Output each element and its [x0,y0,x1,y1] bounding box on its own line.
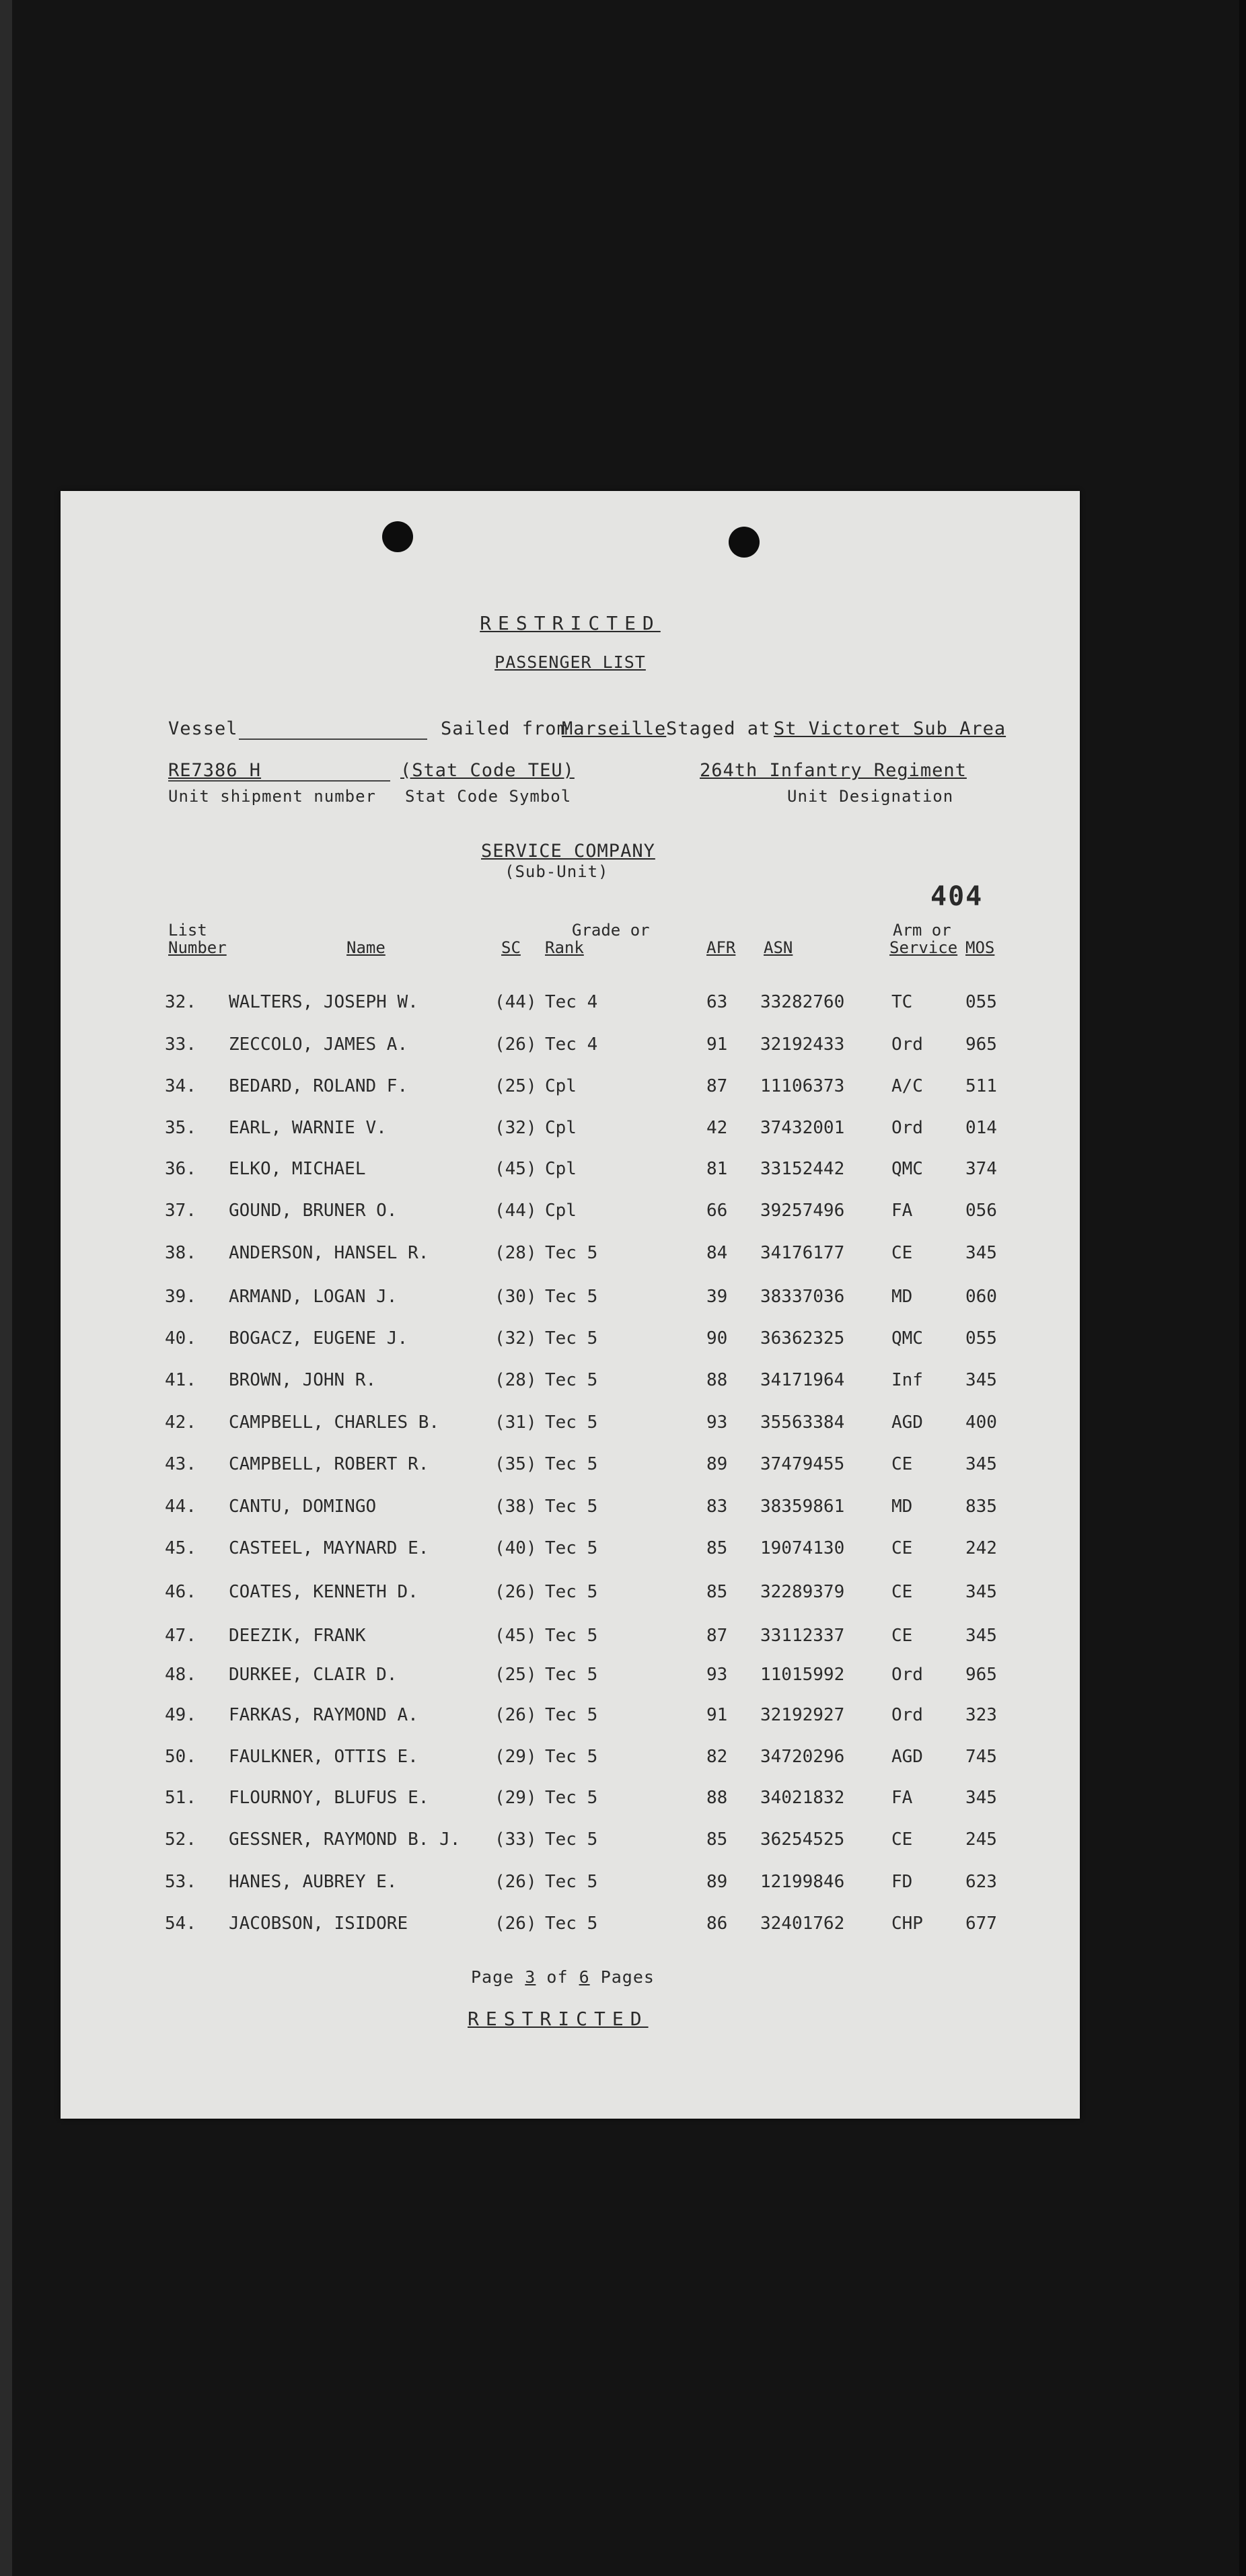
cell-name: COATES, KENNETH D. [229,1582,418,1602]
table-row [61,1076,1080,1103]
cell-afr: 63 [706,992,728,1012]
cell-name: CASTEEL, MAYNARD E. [229,1538,429,1558]
cell-grade: Tec 5 [545,1243,598,1263]
cell-num: 34. [165,1076,196,1096]
table-row [61,1582,1080,1609]
cell-asn: 34720296 [760,1747,845,1767]
col-arm-line2: Service [889,938,958,957]
cell-grade: Tec 5 [545,1582,598,1602]
cell-name: CAMPBELL, CHARLES B. [229,1412,440,1433]
cell-asn: 11106373 [760,1076,845,1096]
cell-sc: (45) [494,1626,537,1646]
cell-arm: QMC [891,1328,923,1349]
cell-name: DEEZIK, FRANK [229,1626,366,1646]
cell-grade: Tec 5 [545,1497,598,1517]
cell-name: BROWN, JOHN R. [229,1370,377,1390]
cell-name: JACOBSON, ISIDORE [229,1914,408,1934]
cell-num: 51. [165,1788,196,1808]
table-row [61,1788,1080,1815]
cell-mos: 345 [965,1243,997,1263]
cell-arm: AGD [891,1412,923,1433]
cell-afr: 91 [706,1034,728,1055]
passenger-list-document [61,491,1080,2119]
cell-num: 42. [165,1412,196,1433]
cell-mos: 060 [965,1287,997,1307]
cell-grade: Cpl [545,1159,577,1179]
cell-afr: 93 [706,1412,728,1433]
col-header-arm [889,921,957,956]
cell-name: ELKO, MICHAEL [229,1159,366,1179]
cell-name: CANTU, DOMINGO [229,1497,377,1517]
cell-num: 50. [165,1747,196,1767]
document-subtitle: PASSENGER LIST [494,652,646,672]
punch-hole-right [729,527,760,558]
page-prefix: Page [471,1967,515,1987]
col-header-name: Name [346,938,386,957]
cell-num: 43. [165,1454,196,1474]
cell-afr: 89 [706,1454,728,1474]
unit-shipment-caption: Unit shipment number [168,787,376,806]
cell-mos: 055 [965,1328,997,1349]
cell-asn: 38337036 [760,1287,845,1307]
cell-sc: (32) [494,1118,537,1138]
table-row [61,1201,1080,1227]
cell-mos: 345 [965,1582,997,1602]
cell-arm: A/C [891,1076,923,1096]
cell-grade: Tec 5 [545,1287,598,1307]
cell-name: FAULKNER, OTTIS E. [229,1747,418,1767]
cell-arm: Ord [891,1705,923,1725]
cell-mos: 242 [965,1538,997,1558]
page-suffix: Pages [600,1967,655,1987]
page-total: 6 [579,1967,590,1987]
stat-code-caption: Stat Code Symbol [405,787,572,806]
cell-sc: (40) [494,1538,537,1558]
unit-shipment-number: RE7386 H [168,760,262,781]
cell-arm: CE [891,1626,913,1646]
unit-shipment-line [168,780,390,782]
cell-name: DURKEE, CLAIR D. [229,1665,398,1685]
cell-asn: 32192433 [760,1034,845,1055]
cell-num: 47. [165,1626,196,1646]
cell-grade: Cpl [545,1118,577,1138]
cell-asn: 33152442 [760,1159,845,1179]
cell-num: 37. [165,1201,196,1221]
cell-sc: (25) [494,1665,537,1685]
cell-arm: Ord [891,1665,923,1685]
table-row [61,1538,1080,1565]
cell-mos: 345 [965,1370,997,1390]
cell-num: 36. [165,1159,196,1179]
cell-grade: Tec 5 [545,1747,598,1767]
table-row [61,1872,1080,1899]
sub-unit-value: SERVICE COMPANY [481,841,655,862]
stat-code-value: (Stat Code TEU) [400,760,575,781]
cell-asn: 32192927 [760,1705,845,1725]
cell-sc: (26) [494,1705,537,1725]
unit-designation-value: 264th Infantry Regiment [700,760,967,781]
unit-designation-caption: Unit Designation [787,787,954,806]
punch-hole-left [382,521,413,552]
cell-grade: Tec 5 [545,1872,598,1892]
cell-asn: 12199846 [760,1872,845,1892]
cell-asn: 32401762 [760,1914,845,1934]
cell-arm: CE [891,1243,913,1263]
table-row [61,1626,1080,1653]
cell-grade: Tec 5 [545,1788,598,1808]
cell-afr: 66 [706,1201,728,1221]
cell-name: ARMAND, LOGAN J. [229,1287,398,1307]
cell-num: 40. [165,1328,196,1349]
cell-sc: (28) [494,1370,537,1390]
cell-sc: (25) [494,1076,537,1096]
cell-afr: 87 [706,1076,728,1096]
col-list-line2: Number [168,938,227,957]
col-grade-line2: Rank [545,938,584,957]
cell-name: ZECCOLO, JAMES A. [229,1034,408,1055]
cell-asn: 32289379 [760,1582,845,1602]
cell-asn: 19074130 [760,1538,845,1558]
cell-grade: Tec 5 [545,1454,598,1474]
table-row [61,1370,1080,1397]
cell-sc: (29) [494,1788,537,1808]
cell-grade: Tec 5 [545,1626,598,1646]
cell-sc: (32) [494,1328,537,1349]
cell-afr: 88 [706,1788,728,1808]
table-row [61,1118,1080,1145]
cell-grade: Cpl [545,1076,577,1096]
cell-sc: (38) [494,1497,537,1517]
cell-mos: 323 [965,1705,997,1725]
cell-sc: (29) [494,1747,537,1767]
table-row [61,1497,1080,1523]
cell-asn: 37432001 [760,1118,845,1138]
staged-at-label: Staged at [666,718,771,739]
cell-mos: 345 [965,1454,997,1474]
cell-name: WALTERS, JOSEPH W. [229,992,418,1012]
cell-sc: (31) [494,1412,537,1433]
col-header-list-number [168,921,227,956]
cell-afr: 84 [706,1243,728,1263]
cell-mos: 345 [965,1788,997,1808]
cell-num: 53. [165,1872,196,1892]
col-list-line1: List [168,921,207,940]
cell-asn: 34176177 [760,1243,845,1263]
cell-sc: (44) [494,992,537,1012]
table-row [61,1159,1080,1186]
cell-afr: 85 [706,1829,728,1850]
cell-grade: Tec 4 [545,1034,598,1055]
cell-num: 38. [165,1243,196,1263]
cell-arm: CE [891,1582,913,1602]
cell-num: 35. [165,1118,196,1138]
footer-restricted: RESTRICTED [468,2008,649,2030]
table-row [61,1747,1080,1774]
cell-grade: Tec 5 [545,1914,598,1934]
cell-grade: Tec 5 [545,1665,598,1685]
cell-mos: 965 [965,1665,997,1685]
cell-name: FLOURNOY, BLUFUS E. [229,1788,429,1808]
cell-grade: Tec 5 [545,1328,598,1349]
cell-mos: 511 [965,1076,997,1096]
page-count [471,1967,655,1987]
film-edge-left [0,0,12,2576]
cell-name: CAMPBELL, ROBERT R. [229,1454,429,1474]
cell-num: 46. [165,1582,196,1602]
cell-asn: 39257496 [760,1201,845,1221]
cell-afr: 87 [706,1626,728,1646]
cell-arm: FA [891,1201,913,1221]
cell-afr: 93 [706,1665,728,1685]
col-grade-line1: Grade or [572,921,650,940]
staged-at-value: St Victoret Sub Area [774,718,1006,739]
cell-arm: CE [891,1829,913,1850]
cell-asn: 35563384 [760,1412,845,1433]
cell-mos: 677 [965,1914,997,1934]
cell-name: GESSNER, RAYMOND B. J. [229,1829,461,1850]
cell-asn: 37479455 [760,1454,845,1474]
cell-asn: 33282760 [760,992,845,1012]
cell-afr: 85 [706,1538,728,1558]
page-stamp-number: 404 [930,881,984,912]
col-header-grade [545,921,650,956]
cell-mos: 345 [965,1626,997,1646]
table-row [61,1412,1080,1439]
table-row [61,1454,1080,1481]
cell-mos: 056 [965,1201,997,1221]
cell-sc: (26) [494,1582,537,1602]
page-number: 3 [525,1967,536,1987]
cell-grade: Tec 5 [545,1705,598,1725]
cell-sc: (44) [494,1201,537,1221]
cell-arm: Ord [891,1118,923,1138]
cell-name: EARL, WARNIE V. [229,1118,387,1138]
cell-arm: MD [891,1287,913,1307]
table-row [61,1243,1080,1270]
cell-arm: MD [891,1497,913,1517]
cell-afr: 83 [706,1497,728,1517]
cell-sc: (30) [494,1287,537,1307]
cell-name: FARKAS, RAYMOND A. [229,1705,418,1725]
cell-asn: 11015992 [760,1665,845,1685]
cell-num: 44. [165,1497,196,1517]
cell-mos: 745 [965,1747,997,1767]
cell-mos: 623 [965,1872,997,1892]
table-row [61,992,1080,1019]
cell-name: ANDERSON, HANSEL R. [229,1243,429,1263]
cell-arm: FA [891,1788,913,1808]
cell-sc: (45) [494,1159,537,1179]
cell-asn: 36362325 [760,1328,845,1349]
cell-num: 39. [165,1287,196,1307]
cell-grade: Tec 5 [545,1370,598,1390]
cell-num: 41. [165,1370,196,1390]
cell-name: BEDARD, ROLAND F. [229,1076,408,1096]
table-row [61,1705,1080,1732]
cell-num: 52. [165,1829,196,1850]
cell-afr: 81 [706,1159,728,1179]
cell-arm: TC [891,992,913,1012]
cell-afr: 82 [706,1747,728,1767]
cell-grade: Tec 5 [545,1829,598,1850]
cell-num: 54. [165,1914,196,1934]
table-row [61,1034,1080,1061]
cell-sc: (33) [494,1829,537,1850]
cell-grade: Tec 5 [545,1412,598,1433]
cell-num: 45. [165,1538,196,1558]
col-arm-line1: Arm or [893,921,951,940]
cell-mos: 965 [965,1034,997,1055]
cell-asn: 36254525 [760,1829,845,1850]
cell-afr: 42 [706,1118,728,1138]
col-header-asn: ASN [764,938,793,957]
cell-num: 33. [165,1034,196,1055]
table-row [61,1829,1080,1856]
vessel-label: Vessel [168,718,238,739]
cell-mos: 055 [965,992,997,1012]
col-header-afr: AFR [706,938,736,957]
page-of: of [546,1967,569,1987]
sailed-from-value: Marseille [562,718,667,739]
cell-asn: 33112337 [760,1626,845,1646]
cell-afr: 88 [706,1370,728,1390]
cell-mos: 245 [965,1829,997,1850]
cell-sc: (26) [494,1914,537,1934]
col-header-sc: SC [501,938,521,957]
cell-grade: Tec 5 [545,1538,598,1558]
cell-sc: (28) [494,1243,537,1263]
cell-grade: Cpl [545,1201,577,1221]
cell-arm: QMC [891,1159,923,1179]
table-row [61,1665,1080,1692]
cell-arm: Inf [891,1370,923,1390]
cell-asn: 34171964 [760,1370,845,1390]
cell-arm: CHP [891,1914,923,1934]
table-row [61,1287,1080,1314]
cell-arm: FD [891,1872,913,1892]
cell-asn: 38359861 [760,1497,845,1517]
cell-sc: (35) [494,1454,537,1474]
cell-afr: 90 [706,1328,728,1349]
cell-sc: (26) [494,1034,537,1055]
cell-afr: 91 [706,1705,728,1725]
table-row [61,1914,1080,1940]
cell-arm: Ord [891,1034,923,1055]
cell-arm: CE [891,1538,913,1558]
cell-grade: Tec 4 [545,992,598,1012]
cell-num: 49. [165,1705,196,1725]
document-title: RESTRICTED [480,612,661,634]
sub-unit-caption: (Sub-Unit) [505,862,609,881]
col-header-mos: MOS [965,938,995,957]
film-edge-right [1239,0,1246,2576]
cell-mos: 400 [965,1412,997,1433]
cell-mos: 835 [965,1497,997,1517]
cell-num: 48. [165,1665,196,1685]
cell-name: BOGACZ, EUGENE J. [229,1328,408,1349]
vessel-blank-line [239,738,427,740]
cell-name: HANES, AUBREY E. [229,1872,398,1892]
cell-afr: 85 [706,1582,728,1602]
cell-afr: 39 [706,1287,728,1307]
cell-name: GOUND, BRUNER O. [229,1201,398,1221]
cell-arm: AGD [891,1747,923,1767]
cell-mos: 014 [965,1118,997,1138]
cell-arm: CE [891,1454,913,1474]
sailed-from-label: Sailed from [441,718,569,739]
cell-afr: 86 [706,1914,728,1934]
table-row [61,1328,1080,1355]
cell-sc: (26) [494,1872,537,1892]
cell-num: 32. [165,992,196,1012]
cell-asn: 34021832 [760,1788,845,1808]
cell-afr: 89 [706,1872,728,1892]
cell-mos: 374 [965,1159,997,1179]
